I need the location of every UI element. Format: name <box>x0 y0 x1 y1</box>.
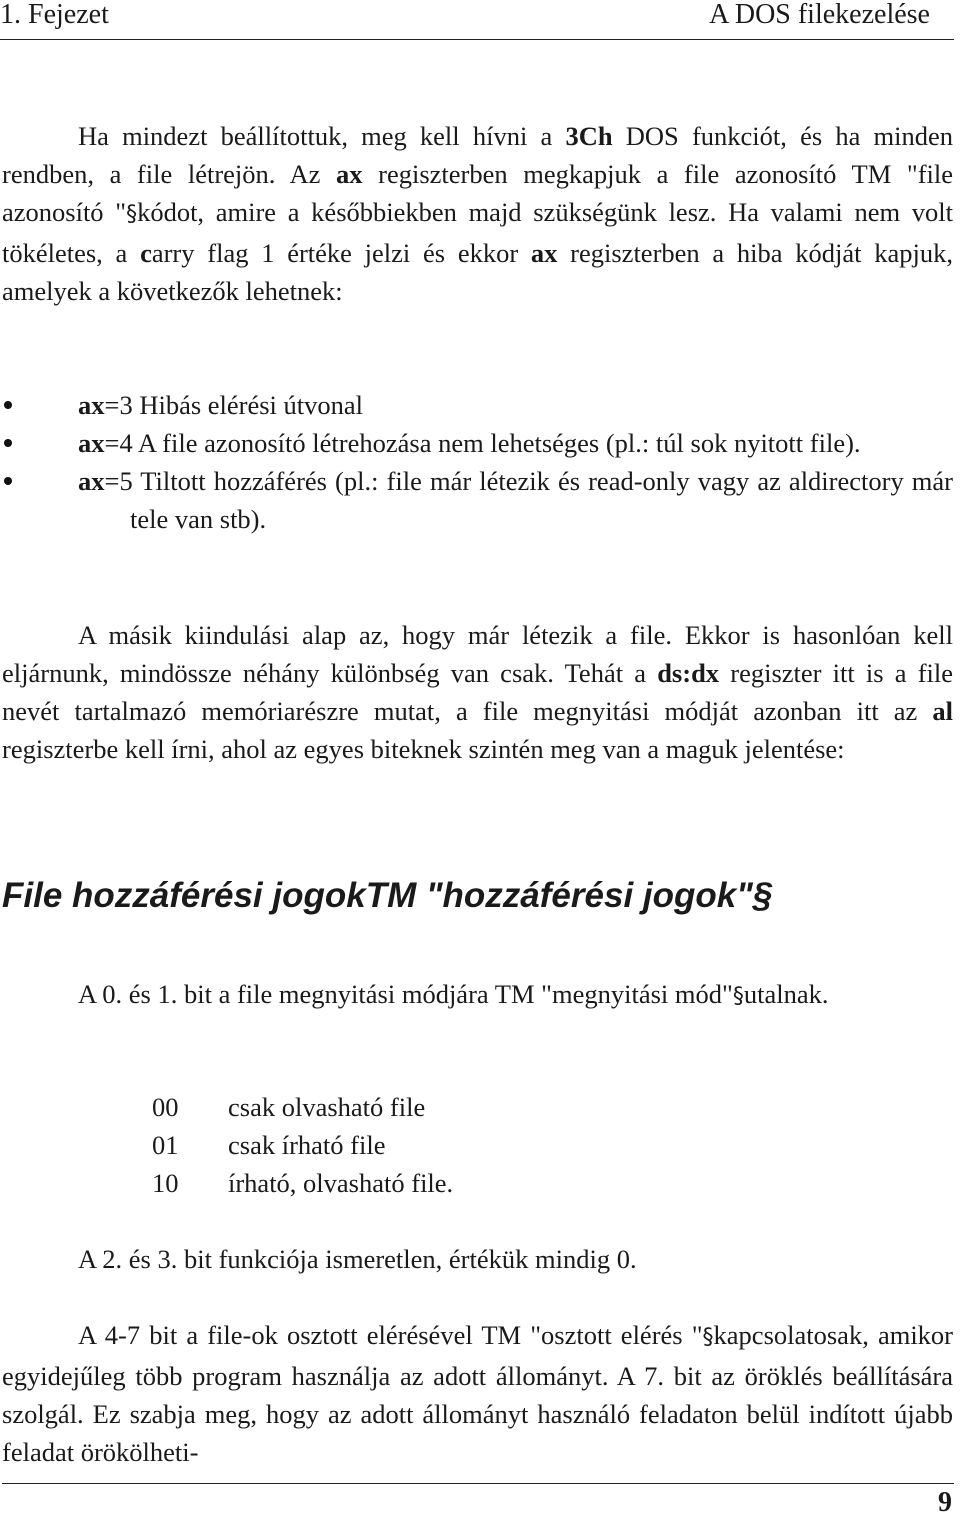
text: regiszterben megkapjuk a file azonosító TM "file azonosító " <box>2 159 954 227</box>
text: kódot, amire a későbbiekben majd szükségünk lesz. Ha valami nem volt tökéletes, a <box>2 197 953 268</box>
text: kapcsolatosak, amikor egyidejűleg több program használja az adott állományt. A 7. bit az öröklés beállítására szolgál. Ez szabja meg, hogy az adott állományt használó feladaton belül indított újabb feladat örökölheti- <box>2 1320 954 1467</box>
list-item-text: =5 Tiltott hozzáférés (pl.: file már létezik és read-only vagy az aldirectory már tele van stb). <box>104 466 953 534</box>
chapter-title: A DOS filekezelése <box>709 0 930 30</box>
bold-term: ax <box>78 466 105 496</box>
text: regiszterbe kell írni, ahol az egyes biteknek szintén meg van a maguk jelentése: <box>2 734 845 764</box>
list-item <box>2 424 953 462</box>
mode-description: csak írható file <box>228 1130 386 1160</box>
text: regiszter itt is a file nevét tartalmazó memóriarészre mutat, a file megnyitási módját azonban itt az <box>2 658 954 726</box>
text: DOS funkciót, és ha minden rendben, a file létrejön. Az <box>2 121 953 189</box>
section-mark: § <box>732 984 744 1009</box>
paragraph-file-create <box>2 117 953 310</box>
list-item-text: =4 A file azonosító létrehozása nem lehetséges (pl.: túl sok nyitott file). <box>104 428 861 458</box>
table-row <box>152 1164 453 1202</box>
bold-term: 3Ch <box>565 121 613 151</box>
bold-term: c <box>140 238 152 268</box>
bullet-icon <box>4 477 12 485</box>
footer-rule <box>2 1483 954 1484</box>
page-number: 9 <box>938 1487 952 1518</box>
paragraph-file-open <box>2 616 953 768</box>
paragraph-open-mode <box>2 975 953 1016</box>
bold-term: ax <box>336 159 363 189</box>
paragraph-bits-2-3: A 2. és 3. bit funkciója ismeretlen, értékük mindig 0. <box>78 1244 637 1274</box>
bold-term: ax <box>78 390 105 420</box>
mode-description: írható, olvasható file. <box>228 1168 454 1198</box>
mode-code: 10 <box>152 1168 179 1198</box>
section-mark: § <box>126 202 138 227</box>
paragraph-bits-4-7 <box>2 1316 953 1471</box>
text: utalnak. <box>743 979 829 1009</box>
open-mode-table <box>152 1088 453 1202</box>
chapter-label: 1. Fejezet <box>0 0 109 30</box>
text: A másik kiindulási alap az, hogy már létezik a file. Ekkor is hasonlóan kell eljárnunk, mindössze néhány különbség van csak. Tehát a <box>2 620 953 688</box>
text: regiszterben a hiba kódját kapjuk, amelyek a következők lehetnek: <box>2 238 954 306</box>
mode-code: 01 <box>152 1130 179 1160</box>
section-heading: File hozzáférési jogokTM "hozzáférési jogok"§ <box>2 876 773 915</box>
bullet-icon <box>4 439 12 447</box>
mode-description: csak olvasható file <box>228 1092 426 1122</box>
text: Ha mindezt beállítottuk, meg kell hívni a <box>78 121 566 151</box>
list-item-text: =3 Hibás elérési útvonal <box>104 390 364 420</box>
header-rule <box>0 39 954 40</box>
mode-code: 00 <box>152 1092 179 1122</box>
bold-term: al <box>932 696 953 726</box>
bold-term: ax <box>530 238 558 268</box>
error-code-list <box>2 386 953 538</box>
text: arry flag 1 értéke jelzi és ekkor <box>151 238 531 268</box>
text: A 4-7 bit a file-ok osztott elérésével TM "osztott elérés " <box>78 1320 703 1350</box>
list-item <box>2 462 953 538</box>
bold-term: ax <box>78 428 105 458</box>
bullet-icon <box>4 401 12 409</box>
section-mark: § <box>702 1325 714 1350</box>
text: A 0. és 1. bit a file megnyitási módjára TM "megnyitási mód" <box>78 979 733 1009</box>
table-row <box>152 1126 453 1164</box>
bold-term: ds:dx <box>657 658 720 688</box>
table-row <box>152 1088 453 1126</box>
list-item <box>2 386 953 424</box>
